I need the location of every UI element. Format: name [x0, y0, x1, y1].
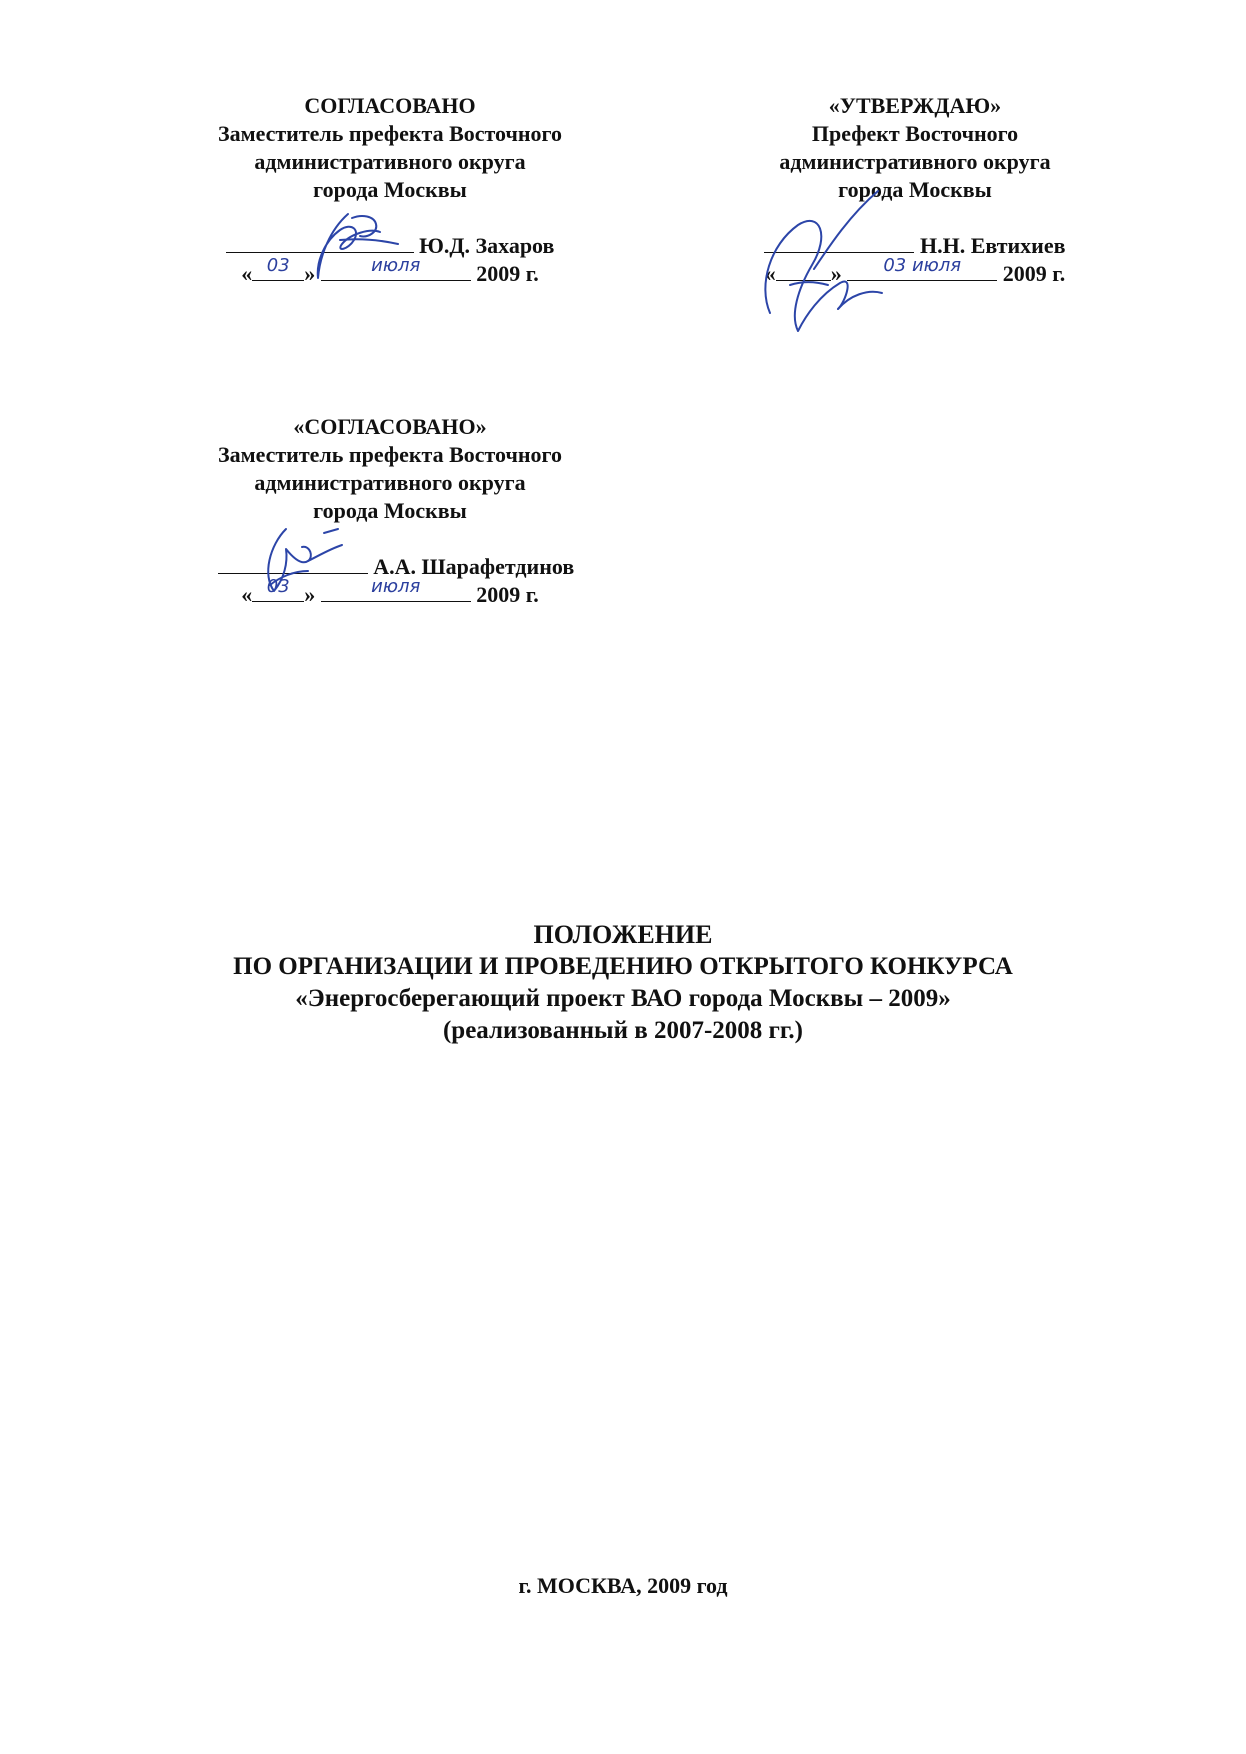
approval-heading: «СОГЛАСОВАНО» [293, 414, 487, 439]
date-year: 2009 г. [476, 582, 539, 607]
approval-position-line: административного округа [254, 149, 526, 174]
approval-position-line: административного округа [254, 470, 526, 495]
date-month-blank [321, 255, 471, 281]
approval-block-lower [175, 413, 605, 609]
handwritten-month: июля [371, 576, 421, 597]
signature-line [764, 232, 914, 253]
date-day-blank [776, 260, 831, 281]
date-row [175, 255, 605, 288]
date-year: 2009 г. [476, 261, 539, 286]
approval-block-left [175, 92, 605, 288]
title-period: (реализованный в 2007-2008 гг.) [442, 1017, 804, 1044]
date-close-quote: » [304, 582, 316, 607]
handwritten-day: 03 [266, 576, 290, 597]
signer-name: Ю.Д. Захаров [419, 233, 555, 258]
date-day-blank [252, 255, 304, 281]
signer-name: Н.Н. Евтихиев [919, 233, 1066, 258]
approval-heading: «УТВЕРЖДАЮ» [828, 93, 1002, 118]
document-title [0, 919, 1246, 1047]
approval-position-line: Заместитель префекта Восточного [217, 442, 563, 467]
approval-position-line: административного округа [779, 149, 1051, 174]
date-row [175, 576, 605, 609]
approval-position-line: Заместитель префекта Восточного [217, 121, 563, 146]
handwritten-month: июля [371, 255, 421, 276]
approval-position-line: города Москвы [838, 177, 992, 202]
title-subheading: ПО ОРГАНИЗАЦИИ И ПРОВЕДЕНИЮ ОТКРЫТОГО КОНКУРСА [233, 953, 1013, 980]
title-heading: ПОЛОЖЕНИЕ [533, 920, 713, 949]
approval-position-line: Префект Восточного [811, 121, 1019, 146]
handwritten-day: 03 [266, 255, 290, 276]
handwritten-month: 03 июля [883, 255, 962, 276]
title-project-name: «Энергосберегающий проект ВАО города Москвы – 2009» [295, 985, 951, 1012]
date-open-quote: « [764, 261, 776, 286]
approval-position-line: города Москвы [313, 498, 467, 523]
date-year: 2009 г. [1002, 261, 1066, 286]
date-open-quote: « [241, 261, 253, 286]
date-close-quote: » [304, 261, 316, 286]
date-month-blank [321, 576, 471, 602]
approval-block-right [700, 92, 1130, 288]
signature-line [218, 553, 368, 574]
date-close-quote: » [830, 261, 842, 286]
date-month-blank [847, 255, 997, 281]
signature-line [226, 232, 414, 253]
date-open-quote: « [241, 582, 253, 607]
signer-name: А.А. Шарафетдинов [373, 554, 575, 579]
approval-position-line: города Москвы [313, 177, 467, 202]
footer-place-year: г. МОСКВА, 2009 год [518, 1573, 728, 1598]
date-day-blank [252, 576, 304, 602]
approval-heading: СОГЛАСОВАНО [304, 93, 476, 118]
date-row [700, 255, 1130, 288]
